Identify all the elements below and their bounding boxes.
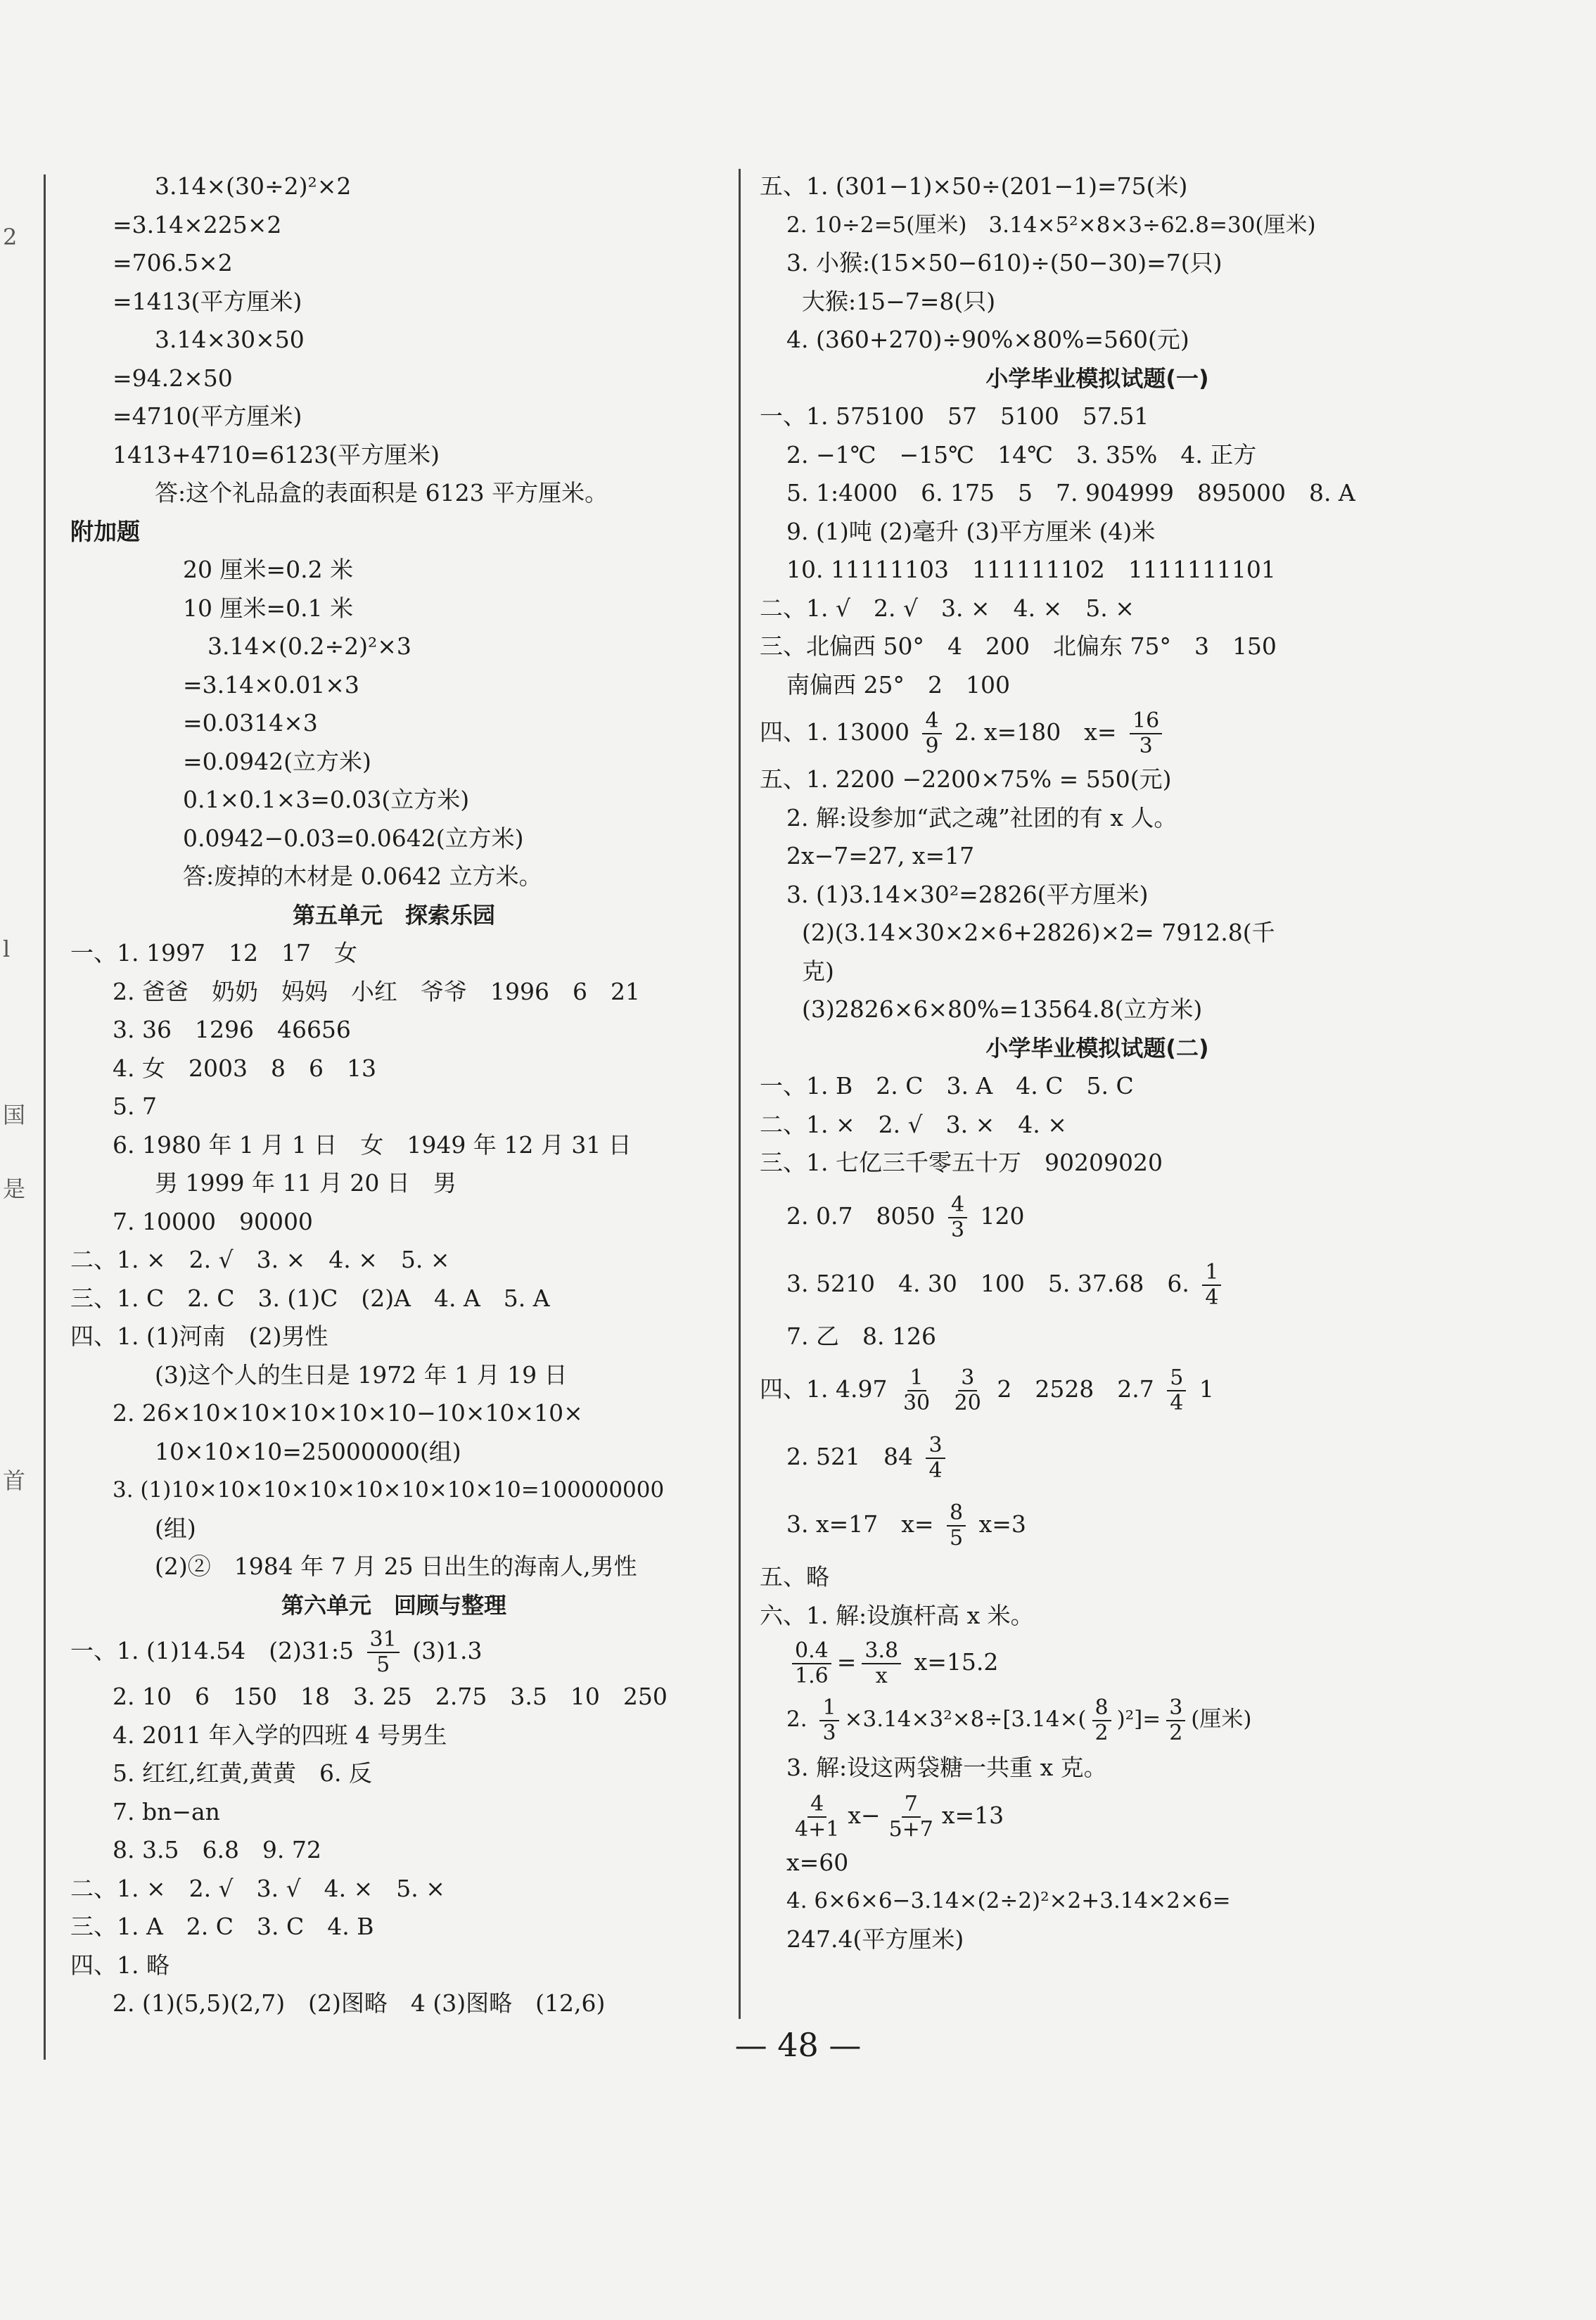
- numerator: 4: [948, 1193, 967, 1218]
- numerator: 0.4: [792, 1639, 831, 1664]
- answer-line: x=60: [786, 1848, 849, 1876]
- section-heading-extra: 附加题: [70, 517, 140, 545]
- answer-line: 10 厘米=0.1 米: [183, 594, 354, 622]
- answer-line: 一、1. B 2. C 3. A 4. C 5. C: [760, 1072, 1134, 1100]
- numerator: 1: [819, 1696, 838, 1721]
- denominator: 3: [1139, 734, 1153, 758]
- answer-line: (2)② 1984 年 7 月 25 日出生的海南人,男性: [155, 1553, 637, 1580]
- fraction: [862, 1639, 901, 1688]
- answer-line: 六、1. 解:设旗杆高 x 米。: [760, 1601, 1034, 1629]
- answer-line: 三、1. A 2. C 3. C 4. B: [70, 1913, 374, 1940]
- answer-line: 2x−7=27, x=17: [786, 842, 975, 869]
- answer-line: 4. 6×6×6−3.14×(2÷2)²×2+3.14×2×6=: [786, 1888, 1231, 1913]
- answer-text: 3. x=17 x=: [786, 1510, 934, 1538]
- denominator: 4: [1205, 1285, 1219, 1310]
- answer-line: 三、北偏西 50° 4 200 北偏东 75° 3 150: [760, 632, 1277, 660]
- page-number: — 48 —: [734, 2026, 862, 2064]
- answer-text: 2. 0.7 8050: [786, 1202, 936, 1230]
- denominator: 3: [950, 1217, 965, 1242]
- answer-line: 四、1. 略: [70, 1951, 170, 1979]
- unit-heading: 第五单元 探索乐园: [292, 901, 495, 929]
- answer-line: 五、1. 2200 −2200×75% = 550(元): [760, 765, 1172, 793]
- numerator: 1: [907, 1366, 926, 1391]
- right-column: [760, 167, 1435, 1958]
- answer-line: 3. (1)10×10×10×10×10×10×10×10=100000000: [113, 1477, 665, 1503]
- fraction: [1202, 1261, 1221, 1310]
- answer-line: 答:这个礼品盒的表面积是 6123 平方厘米。: [155, 479, 608, 506]
- denominator: 9: [925, 734, 939, 758]
- margin-fragment: 首: [3, 1467, 26, 1494]
- denominator: 30: [902, 1391, 931, 1415]
- column-divider: [739, 169, 741, 2019]
- denominator: 2: [1094, 1720, 1109, 1745]
- fraction: [948, 1193, 967, 1242]
- answer-line: [760, 1690, 1435, 1749]
- fraction: [886, 1792, 936, 1842]
- exam-heading: 小学毕业模拟试题(一): [985, 364, 1209, 392]
- answer-text: 2. x=180 x=: [955, 718, 1117, 746]
- answer-text: x=13: [941, 1801, 1004, 1829]
- answer-line: =0.0314×3: [183, 709, 318, 737]
- answer-text: x=3: [978, 1510, 1026, 1538]
- answer-line: 男 1999 年 11 月 20 日 男: [155, 1169, 457, 1197]
- fraction: [792, 1792, 842, 1842]
- answer-line: =0.0942(立方米): [183, 747, 371, 775]
- fraction: [367, 1628, 400, 1677]
- answer-line: 20 厘米=0.2 米: [183, 556, 354, 583]
- answer-line: [760, 1183, 1435, 1250]
- answer-line: 2. 10 6 150 18 3. 25 2.75 3.5 10 250: [113, 1683, 668, 1710]
- answer-line: 一、1. 1997 12 17 女: [70, 939, 357, 967]
- numerator: 7: [902, 1792, 921, 1818]
- answer-line: 五、略: [760, 1563, 829, 1591]
- answer-text: 120: [980, 1202, 1025, 1230]
- answer-line: (组): [155, 1514, 196, 1542]
- answer-line: [760, 1787, 1435, 1844]
- margin-fragment: 2: [3, 224, 18, 250]
- margin-fragment: l: [3, 936, 11, 962]
- answer-line: 二、1. √ 2. √ 3. × 4. × 5. ×: [760, 594, 1135, 622]
- answer-line: 7. 乙 8. 126: [786, 1322, 936, 1350]
- answer-line: (2)(3.14×30×2×6+2826)×2= 7912.8(千: [802, 919, 1275, 946]
- answer-line: 0.0942−0.03=0.0642(立方米): [183, 824, 524, 852]
- denominator: 2: [1169, 1720, 1183, 1745]
- answer-text: 四、1. 13000: [760, 718, 909, 746]
- answer-line: 3.14×(0.2÷2)²×3: [208, 632, 411, 660]
- answer-line: 9. (1)吨 (2)毫升 (3)平方厘米 (4)米: [786, 517, 1156, 545]
- answer-line: =3.14×0.01×3: [183, 670, 359, 699]
- answer-line: 3. 小猴:(15×50−610)÷(50−30)=7(只): [786, 249, 1222, 276]
- numerator: 4: [922, 709, 941, 734]
- answer-line: 2. (1)(5,5)(2,7) (2)图略 4 (3)图略 (12,6): [113, 1989, 606, 2017]
- answer-line: 2. 26×10×10×10×10×10−10×10×10×: [113, 1399, 583, 1427]
- left-column: [70, 167, 717, 2023]
- answer-line: 4. 女 2003 8 6 13: [113, 1054, 376, 1082]
- left-margin-rule: [44, 174, 46, 2060]
- answer-text: 一、1. (1)14.54 (2)31:5: [70, 1637, 355, 1664]
- answer-text: 2. 521 84: [786, 1443, 913, 1470]
- numerator: 3: [926, 1434, 945, 1459]
- denominator: 3: [822, 1720, 836, 1745]
- fraction: [1166, 1696, 1185, 1745]
- answer-line: 1413+4710=6123(平方厘米): [113, 440, 440, 469]
- numerator: 16: [1130, 709, 1162, 734]
- fraction: [900, 1366, 933, 1415]
- denominator: 5+7: [888, 1816, 933, 1842]
- answer-line: 5. 7: [113, 1092, 157, 1120]
- denominator: x: [875, 1664, 888, 1688]
- answer-line: 南偏西 25° 2 100: [786, 670, 1010, 699]
- answer-line: (3)这个人的生日是 1972 年 1 月 19 日: [155, 1360, 568, 1389]
- answer-line: 5. 红红,红黄,黄黄 6. 反: [113, 1759, 372, 1787]
- answer-line: 7. bn−an: [113, 1797, 220, 1825]
- answer-line: 二、1. × 2. √ 3. × 4. × 5. ×: [70, 1246, 450, 1273]
- numerator: 8: [1092, 1696, 1111, 1721]
- fraction: [947, 1501, 966, 1550]
- answer-line: 2. 10÷2=5(厘米) 3.14×5²×8×3÷62.8=30(厘米): [786, 212, 1316, 238]
- numerator: 3: [958, 1366, 977, 1391]
- numerator: 4: [807, 1792, 826, 1818]
- numerator: 3.8: [862, 1639, 901, 1664]
- denominator: 20: [954, 1391, 981, 1415]
- answer-line: 0.1×0.1×3=0.03(立方米): [183, 786, 470, 813]
- denominator: 5: [376, 1652, 390, 1677]
- answer-line: [760, 1423, 1435, 1491]
- denominator: 5: [950, 1526, 964, 1550]
- answer-text: 3. 5210 4. 30 100 5. 37.68 6.: [786, 1269, 1189, 1297]
- answer-line: 一、1. 575100 57 5100 57.51: [760, 402, 1149, 430]
- answer-line: 三、1. 七亿三千零五十万 90209020: [760, 1149, 1163, 1176]
- answer-line: [760, 1356, 1435, 1423]
- answer-line: 4. (360+270)÷90%×80%=560(元): [786, 326, 1189, 353]
- fraction: [952, 1366, 984, 1415]
- denominator: 4: [1170, 1391, 1184, 1415]
- answer-line: 2. 解:设参加“武之魂”社团的有 x 人。: [786, 803, 1177, 831]
- answer-text: )²]=: [1116, 1707, 1161, 1732]
- answer-line: 4. 2011 年入学的四班 4 号男生: [113, 1721, 447, 1749]
- answer-line: =706.5×2: [113, 249, 233, 276]
- answer-line: 二、1. × 2. √ 3. √ 4. × 5. ×: [70, 1874, 445, 1902]
- answer-line: 2. 爸爸 奶奶 妈妈 小红 爷爷 1996 6 21: [113, 977, 640, 1005]
- answer-line: 三、1. C 2. C 3. (1)C (2)A 4. A 5. A: [70, 1284, 550, 1312]
- margin-fragment: 国: [3, 1102, 26, 1128]
- answer-line: 10. 11111103 111111102 1111111101: [786, 556, 1276, 583]
- numerator: 3: [1166, 1696, 1185, 1721]
- fraction: [1130, 709, 1162, 758]
- numerator: 5: [1167, 1366, 1186, 1391]
- answer-line: =1413(平方厘米): [113, 287, 302, 315]
- answer-line: 3. (1)3.14×30²=2826(平方厘米): [786, 880, 1149, 908]
- answer-line: 克): [802, 957, 834, 985]
- fraction: [819, 1696, 838, 1745]
- answer-text: 四、1. 4.97: [760, 1375, 888, 1403]
- answer-line: =4710(平方厘米): [113, 402, 302, 430]
- answer-line: 8. 3.5 6.8 9. 72: [113, 1836, 321, 1863]
- answer-line: 7. 10000 90000: [113, 1207, 313, 1235]
- answer-text: ×3.14×3²×8÷[3.14×(: [844, 1707, 1087, 1732]
- answer-line: 大猴:15−7=8(只): [802, 287, 996, 315]
- fraction: [792, 1639, 831, 1688]
- answer-line: 6. 1980 年 1 月 1 日 女 1949 年 12 月 31 日: [113, 1130, 632, 1159]
- answer-line: 10×10×10=25000000(组): [155, 1437, 461, 1465]
- fraction: [922, 709, 941, 758]
- answer-line: 247.4(平方厘米): [786, 1925, 964, 1953]
- answer-line: 3. 36 1296 46656: [113, 1016, 351, 1043]
- answer-text: (厘米): [1191, 1707, 1252, 1732]
- numerator: 1: [1202, 1261, 1221, 1286]
- answer-line: (3)2826×6×80%=13564.8(立方米): [802, 995, 1203, 1023]
- answer-line: 答:废掉的木材是 0.0642 立方米。: [183, 862, 542, 890]
- answer-line: [760, 1491, 1435, 1558]
- answer-line: 2. −1℃ −15℃ 14℃ 3. 35% 4. 正方: [786, 440, 1257, 469]
- answer-line: [70, 1624, 717, 1678]
- answer-text: x=15.2: [914, 1648, 999, 1676]
- answer-line: 五、1. (301−1)×50÷(201−1)=75(米): [760, 172, 1188, 200]
- answer-text: (3)1.3: [412, 1637, 483, 1664]
- numerator: 31: [367, 1628, 400, 1653]
- answer-line: 5. 1:4000 6. 175 5 7. 904999 895000 8. A: [786, 479, 1355, 506]
- fraction: [1167, 1366, 1186, 1415]
- answer-line: 3.14×30×50: [155, 326, 305, 353]
- answer-line: =94.2×50: [113, 364, 233, 392]
- answer-text: x−: [848, 1801, 881, 1829]
- answer-line: 3.14×(30÷2)²×2: [155, 172, 352, 200]
- denominator: 4: [928, 1458, 943, 1483]
- denominator: 1.6: [795, 1664, 829, 1688]
- answer-line: 四、1. (1)河南 (2)男性: [70, 1322, 328, 1350]
- unit-heading: 第六单元 回顾与整理: [281, 1591, 506, 1619]
- exam-heading: 小学毕业模拟试题(二): [985, 1034, 1209, 1062]
- answer-line: 3. 解:设这两袋糖一共重 x 克。: [786, 1754, 1107, 1781]
- answer-text: 1: [1199, 1375, 1214, 1403]
- numerator: 8: [947, 1501, 966, 1527]
- answer-line: 二、1. × 2. √ 3. × 4. ×: [760, 1110, 1067, 1138]
- answer-line: $\frac{0.4}{1.6}$ = $\frac{3.8}{x}$ x=15.2: [760, 1635, 1435, 1690]
- answer-line: [760, 1250, 1435, 1318]
- fraction: [926, 1434, 945, 1483]
- answer-line: =3.14×225×2: [113, 210, 282, 238]
- fraction: [1092, 1696, 1111, 1745]
- answer-line: [760, 704, 1435, 760]
- answer-text: 2 2528 2.7: [997, 1375, 1154, 1403]
- margin-fragment: 是: [3, 1175, 26, 1202]
- denominator: 4+1: [795, 1816, 840, 1842]
- answer-text: 2.: [786, 1707, 807, 1732]
